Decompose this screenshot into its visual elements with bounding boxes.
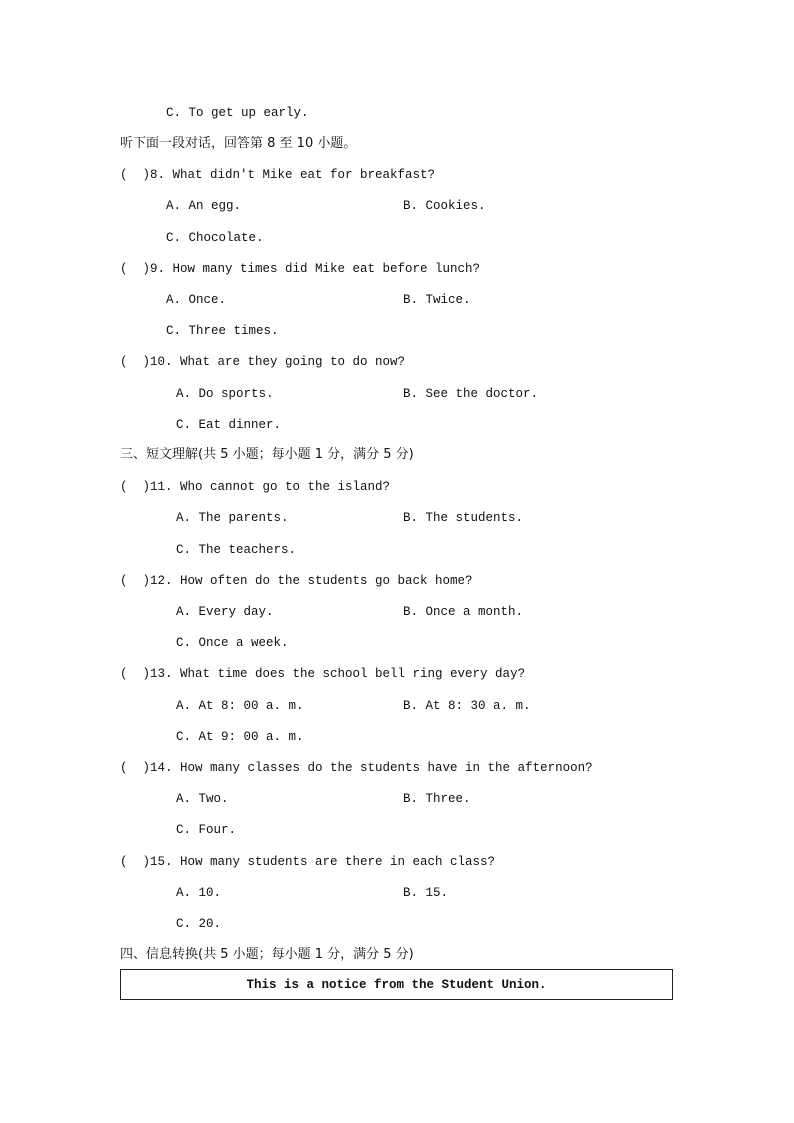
- listening-instruction: 听下面一段对话，回答第 8 至 10 小题。: [120, 136, 357, 151]
- option-c: C. Eat dinner.: [176, 418, 282, 432]
- option-b: B. See the doctor.: [403, 387, 539, 401]
- option-b: B. 15.: [403, 886, 449, 900]
- option-c: C. Chocolate.: [166, 231, 264, 245]
- section-heading-3: 三、短文理解(共 5 小题；每小题 1 分，满分 5 分): [120, 447, 414, 462]
- section-heading-4: 四、信息转换(共 5 小题；每小题 1 分，满分 5 分): [120, 947, 414, 962]
- option-a: A. The parents.: [176, 511, 289, 525]
- option-b: B. Once a month.: [403, 605, 524, 619]
- option-c: C. At 9: 00 a. m.: [176, 730, 304, 744]
- question-15: ( )15. How many students are there in each class?: [120, 855, 496, 869]
- option-b: B. Twice.: [403, 293, 471, 307]
- option-a: A. Do sports.: [176, 387, 274, 401]
- option-a: A. Two.: [176, 792, 229, 806]
- question-14: ( )14. How many classes do the students have in the afternoon?: [120, 761, 593, 775]
- option-a: A. An egg.: [166, 199, 242, 213]
- option-a: A. 10.: [176, 886, 222, 900]
- question-12: ( )12. How often do the students go back home?: [120, 574, 473, 588]
- option-c: C. Once a week.: [176, 636, 289, 650]
- option-b: B. Three.: [403, 792, 471, 806]
- option-b: B. Cookies.: [403, 199, 486, 213]
- option-c: C. Four.: [176, 823, 237, 837]
- option-text: C. To get up early.: [166, 106, 309, 120]
- notice-box: [120, 969, 673, 1000]
- option-b: B. At 8: 30 a. m.: [403, 699, 531, 713]
- option-b: B. The students.: [403, 511, 524, 525]
- notice-title: This is a notice from the Student Union.: [246, 977, 547, 992]
- question-10: ( )10. What are they going to do now?: [120, 355, 406, 369]
- option-a: A. Every day.: [176, 605, 274, 619]
- option-c: C. The teachers.: [176, 543, 297, 557]
- option-a: A. At 8: 00 a. m.: [176, 699, 304, 713]
- question-9: ( )9. How many times did Mike eat before lunch?: [120, 262, 481, 276]
- question-11: ( )11. Who cannot go to the island?: [120, 480, 391, 494]
- option-c: C. Three times.: [166, 324, 279, 338]
- question-13: ( )13. What time does the school bell ring every day?: [120, 667, 526, 681]
- option-a: A. Once.: [166, 293, 227, 307]
- question-8: ( )8. What didn't Mike eat for breakfast?: [120, 168, 436, 182]
- option-c: C. 20.: [176, 917, 222, 931]
